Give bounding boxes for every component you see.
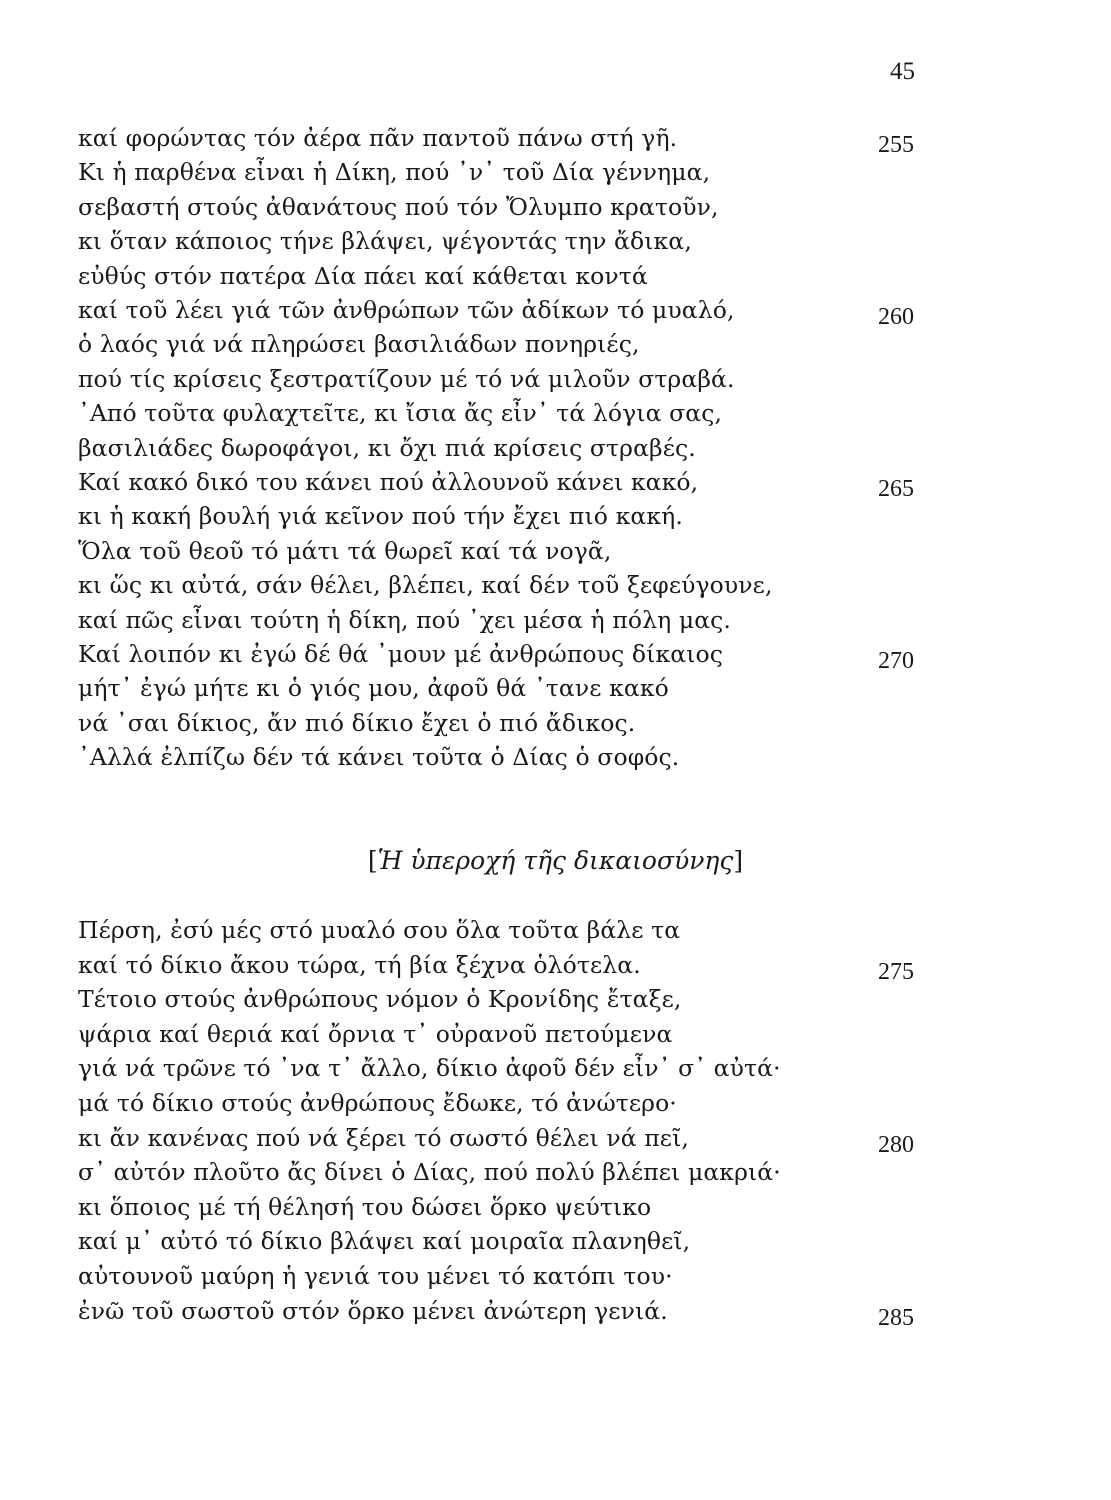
verse-text: μήτ᾽ ἐγώ μήτε κι ὁ γιός μου, ἀφοῦ θά ᾽τανε κακό: [78, 674, 669, 703]
verse-line: [0, 743, 1111, 775]
verse-line: [0, 434, 1111, 466]
verse-line: [0, 537, 1111, 569]
verse-text: μά τό δίκιο στούς ἀνθρώπους ἔδωκε, τό ἀνώτερο·: [78, 1089, 677, 1117]
verse-text: βασιλιάδες δωροφάγοι, κι ὄχι πιά κρίσεις στραβές.: [78, 433, 696, 462]
verse-text: πού τίς κρίσεις ξεστρατίζουν μέ τό νά μιλοῦν στραβά.: [78, 364, 735, 393]
verse-text: Κι ἡ παρθένα εἶναι ἡ Δίκη, πού ᾽ν᾽ τοῦ Δία γέννημα,: [78, 158, 711, 187]
verse-line: [0, 709, 1111, 741]
verse-text: κι ἡ κακή βουλή γιά κεῖνον πού τήν ἔχει πιό κακή.: [78, 502, 683, 531]
verse-text: σεβαστή στούς ἀθανάτους πού τόν Ὄλυμπο κρατοῦν,: [78, 192, 719, 221]
verse-text: καί τοῦ λέει γιά τῶν ἀνθρώπων τῶν ἀδίκων τό μυαλό,: [78, 296, 735, 324]
verse-line: [0, 1227, 1111, 1259]
verse-line: [0, 1262, 1111, 1294]
verse-line: [0, 124, 1111, 156]
verse-line: [0, 916, 1111, 948]
verse-line: [0, 1158, 1111, 1190]
verse-text: καί φορώντας τόν ἀέρα πᾶν παντοῦ πάνω στή γῆ.: [78, 124, 678, 152]
verse-line: [0, 227, 1111, 259]
verse-text: κι ὅποιος μέ τή θέλησή του δώσει ὅρκο ψεύτικο: [78, 1192, 652, 1221]
line-number: 255: [878, 132, 914, 158]
verse-line: [0, 1089, 1111, 1121]
verse-text: αὐτουνοῦ μαύρη ἡ γενιά του μένει τό κατόπι του·: [78, 1262, 673, 1290]
verse-line: [0, 985, 1111, 1017]
line-number: 275: [878, 958, 914, 985]
verse-line: [0, 193, 1111, 225]
verse-line: [0, 1020, 1111, 1052]
line-number: 260: [878, 304, 914, 330]
line-number: 285: [878, 1304, 914, 1331]
heading-text: Ἡ ὑπεροχή τῆς δικαιοσύνης: [377, 846, 734, 875]
page-number: 45: [890, 58, 915, 85]
verse-text: Καί κακό δικό του κάνει πού ἀλλουνοῦ κάνει κακό,: [78, 468, 699, 496]
verse-line: [0, 330, 1111, 362]
verse-line: [0, 502, 1111, 534]
verse-text: καί μ᾽ αὐτό τό δίκιο βλάψει καί μοιραῖα πλανηθεῖ,: [78, 1227, 691, 1256]
verse-text: κι ἄν κανένας πού νά ξέρει τό σωστό θέλει νά πεῖ,: [78, 1123, 689, 1152]
verse-text: γιά νά τρῶνε τό ᾽να τ᾽ ἄλλο, δίκιο ἀφοῦ δέν εἶν᾽ σ᾽ αὐτά·: [78, 1054, 781, 1083]
verse-text: κι ὥς κι αὐτά, σάν θέλει, βλέπει, καί δέν τοῦ ξεφεύγουνε,: [78, 571, 773, 600]
verse-text: Ὅλα τοῦ θεοῦ τό μάτι τά θωρεῖ καί τά νογᾶ,: [78, 536, 612, 565]
section-heading: [0, 846, 1111, 875]
line-number: 280: [878, 1131, 914, 1158]
verse-text: σ᾽ αὐτόν πλοῦτο ἄς δίνει ὁ Δίας, πού πολύ βλέπει μακριά·: [78, 1158, 781, 1187]
verse-line: [0, 365, 1111, 397]
verse-line: [0, 468, 1111, 500]
line-number: 270: [878, 648, 914, 674]
verse-line: [0, 674, 1111, 706]
verse-text: ψάρια καί θεριά καί ὄρνια τ᾽ οὐρανοῦ πετούμενα: [78, 1019, 673, 1048]
verse-text: καί τό δίκιο ἄκου τώρα, τή βία ξέχνα ὁλότελα.: [78, 950, 641, 979]
verse-line: [0, 1297, 1111, 1329]
verse-line: [0, 1193, 1111, 1225]
verse-text: ὁ λαός γιά νά πληρώσει βασιλιάδων πονηριές,: [78, 330, 640, 359]
verse-line: [0, 951, 1111, 983]
verse-line: [0, 399, 1111, 431]
verse-text: Τέτοιο στούς ἀνθρώπους νόμον ὁ Κρονίδης ἔταξε,: [78, 985, 682, 1014]
verse-text: ἐνῶ τοῦ σωστοῦ στόν ὅρκο μένει ἀνώτερη γενιά.: [78, 1296, 668, 1325]
verse-text: ᾽Αλλά ἐλπίζω δέν τά κάνει τοῦτα ὁ Δίας ὁ σοφός.: [78, 743, 680, 772]
verse-line: [0, 1054, 1111, 1086]
heading-close-bracket: ]: [733, 846, 744, 875]
verse-text: κι ὅταν κάποιος τήνε βλάψει, ψέγοντάς την ἄδικα,: [78, 227, 692, 256]
verse-line: [0, 640, 1111, 672]
verse-line: [0, 606, 1111, 638]
verse-text: εὐθύς στόν πατέρα Δία πάει καί κάθεται κοντά: [78, 261, 648, 290]
verse-line: [0, 296, 1111, 328]
verse-text: ᾽Από τοῦτα φυλαχτεῖτε, κι ἴσια ἄς εἶν᾽ τά λόγια σας,: [78, 399, 723, 428]
verse-text: Πέρση, ἐσύ μές στό μυαλό σου ὅλα τοῦτα βάλε τα: [78, 916, 681, 944]
verse-text: νά ᾽σαι δίκιος, ἄν πιό δίκιο ἔχει ὁ πιό ἄδικος.: [78, 708, 636, 737]
verse-text: καί πῶς εἶναι τούτη ἡ δίκη, πού ᾽χει μέσα ἡ πόλη μας.: [78, 605, 731, 634]
verse-line: [0, 158, 1111, 190]
line-number: 265: [878, 476, 914, 502]
verse-text: Καί λοιπόν κι ἐγώ δέ θά ᾽μουν μέ ἀνθρώπους δίκαιος: [78, 640, 724, 668]
verse-line: [0, 262, 1111, 294]
verse-line: [0, 1124, 1111, 1156]
heading-open-bracket: [: [367, 846, 378, 875]
verse-line: [0, 571, 1111, 603]
